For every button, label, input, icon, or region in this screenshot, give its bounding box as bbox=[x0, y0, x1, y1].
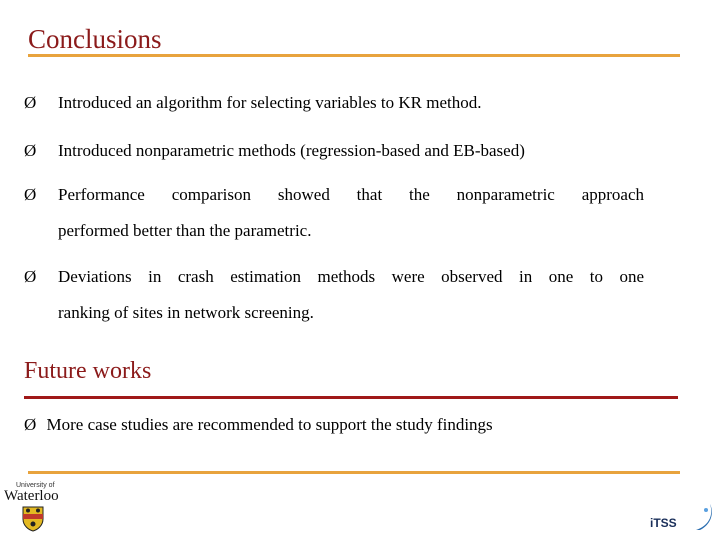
future-text-1: More case studies are recommended to support the study findings bbox=[46, 415, 493, 434]
arrow-bullet-icon: Ø bbox=[24, 185, 37, 204]
conclusion-text-2: Introduced nonparametric methods (regression-based and EB-based) bbox=[58, 141, 525, 160]
conclusion-text-3-continued: performed better than the parametric. bbox=[58, 221, 312, 240]
conclusions-rule bbox=[28, 54, 680, 57]
itss-logo bbox=[648, 500, 718, 536]
conclusion-item-3 bbox=[24, 185, 644, 207]
conclusion-text-1: Introduced an algorithm for selecting variables to KR method. bbox=[58, 93, 482, 112]
arrow-bullet-icon: Ø bbox=[24, 267, 37, 286]
conclusion-item-1 bbox=[24, 93, 644, 115]
arrow-bullet-icon: Ø bbox=[24, 141, 37, 160]
logo-name-text: Waterloo bbox=[4, 488, 59, 504]
arrow-bullet-icon: Ø bbox=[24, 93, 37, 112]
crest-icon bbox=[22, 506, 44, 532]
conclusion-text-4-continued: ranking of sites in network screening. bbox=[58, 303, 314, 322]
logo-small-text: University of bbox=[16, 482, 55, 489]
future-works-heading: Future works bbox=[24, 358, 152, 384]
university-logo bbox=[4, 482, 64, 538]
arrow-bullet-icon: Ø bbox=[24, 415, 37, 434]
itss-logo-text: iTSS bbox=[650, 516, 677, 530]
conclusion-item-2 bbox=[24, 141, 644, 163]
conclusion-text-3: Performance comparison showed that the nonparametric approach bbox=[58, 185, 644, 204]
future-works-rule bbox=[24, 396, 678, 399]
conclusion-item-4 bbox=[24, 267, 644, 289]
conclusions-heading: Conclusions bbox=[28, 24, 162, 54]
footer-rule bbox=[28, 471, 680, 474]
future-item-1 bbox=[24, 415, 493, 435]
conclusion-text-4: Deviations in crash estimation methods were observed in one to one bbox=[58, 267, 644, 286]
